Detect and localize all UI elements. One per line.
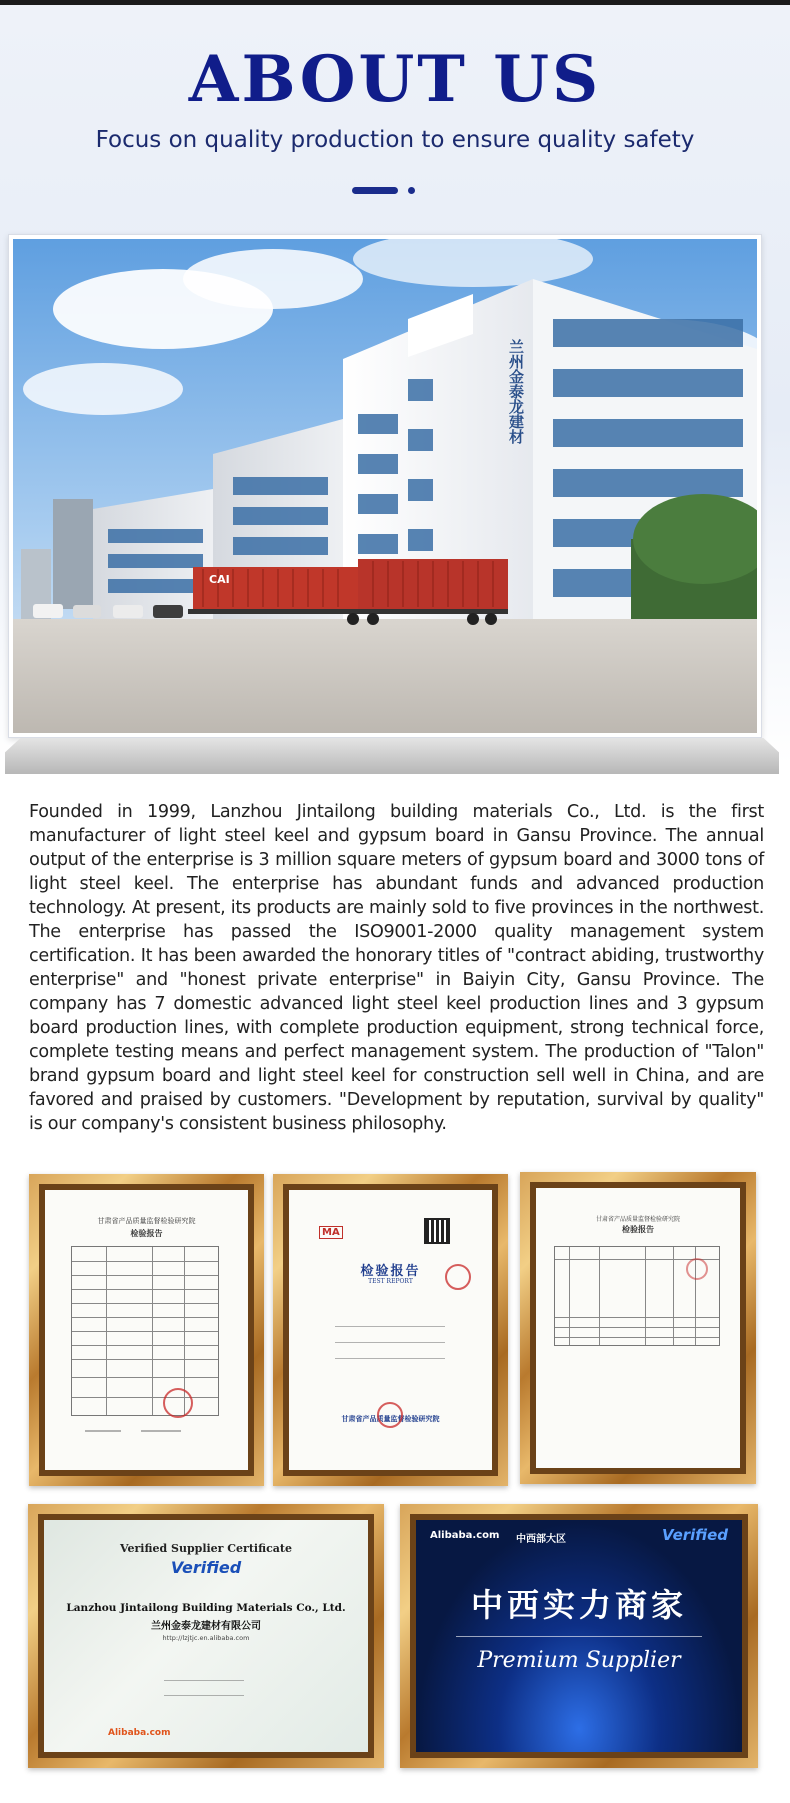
title-divider-line: [352, 187, 398, 194]
photo-display-ledge: [5, 738, 779, 774]
region-label: 中西部大区: [516, 1534, 566, 1545]
certificate-paper: [416, 1520, 742, 1752]
premium-title-cn: 中西实力商家: [470, 1586, 687, 1624]
cert-footer: 甘肃省产品质量监督检验研究院: [341, 1414, 440, 1423]
certificate-paper: [45, 1190, 248, 1470]
cert-heading: 甘肃省产品质量监督检验研究院: [595, 1216, 680, 1223]
red-seal: [163, 1388, 193, 1418]
certificate-test-report-2: [273, 1174, 508, 1486]
company-url: http://lzjtjc.en.alibaba.com: [162, 1634, 250, 1642]
ma-logo: MA: [319, 1226, 343, 1239]
cert-heading: 甘肃省产品质量监督检验研究院: [97, 1217, 196, 1225]
cert-title: 检验报告: [622, 1224, 654, 1234]
about-paragraph: Founded in 1999, Lanzhou Jintailong building materials Co., Ltd. is the first manufacturer of light steel keel and gypsum board in Gansu Province. The annual output of the enterprise is 3 million square meters of gypsum board and 3000 tons of light steel keel. The enterprise has abundant funds and advanced production technology. At present, its products are mainly sold to five provinces in the northwest. The enterprise has passed the ISO9001-2000 quality management system certification. It has been awarded the honorary titles of "contract abiding, trustworthy enterprise" and "honest private enterprise" in Baiyin City, Gansu Province. The company has 7 domestic advanced light steel keel production lines and 3 gypsum board production lines, with complete production equipment, strong technical force, complete testing means and perfect management system. The production of "Talon" brand gypsum board and light steel keel for construction sell well in China, and are favored and praised by customers. "Development by reputation, survival by quality" is our company's consistent business philosophy.: [29, 802, 764, 1134]
certificate-paper: [536, 1188, 740, 1468]
certificate-paper: [44, 1520, 368, 1752]
page-subtitle: Focus on quality production to ensure quality safety: [95, 127, 695, 153]
qr-code-icon: [426, 1220, 448, 1242]
certificate-test-report-1: [29, 1174, 264, 1486]
report-table: [71, 1246, 219, 1416]
alibaba-logo: Alibaba.com: [108, 1728, 171, 1738]
red-seal: [445, 1264, 471, 1290]
factory-photo-frame: [8, 234, 762, 738]
alibaba-logo: Alibaba.com: [430, 1530, 500, 1541]
cert-title: 检验报告: [360, 1264, 421, 1279]
cert-subtitle: TEST REPORT: [368, 1278, 413, 1285]
premium-title-en: Premium Supplier: [477, 1648, 681, 1673]
certificate-test-report-3: [520, 1172, 756, 1484]
cert-title: 检验报告: [130, 1228, 163, 1238]
verified-badge: Verified: [662, 1526, 728, 1544]
certificate-premium-supplier: [400, 1504, 758, 1768]
red-seal: [377, 1402, 403, 1428]
verified-badge: Verified: [170, 1558, 242, 1577]
container-mark: CAI: [209, 573, 230, 586]
certificate-verified-supplier: [28, 1504, 384, 1768]
factory-photo: [13, 239, 757, 733]
building-sign: 兰州金泰龙建材: [507, 339, 525, 444]
page-title: ABOUT US: [188, 42, 602, 117]
certificate-paper: [289, 1190, 492, 1470]
company-name-cn: 兰州金泰龙建材有限公司: [151, 1621, 261, 1632]
title-divider-dot: [408, 187, 415, 194]
company-name-en: Lanzhou Jintailong Building Materials Co., Ltd.: [66, 1602, 346, 1614]
cert-title: Verified Supplier Certificate: [119, 1542, 293, 1555]
factory-building-image: [13, 239, 757, 733]
red-seal: [686, 1258, 708, 1280]
title-divider: [456, 1636, 702, 1637]
